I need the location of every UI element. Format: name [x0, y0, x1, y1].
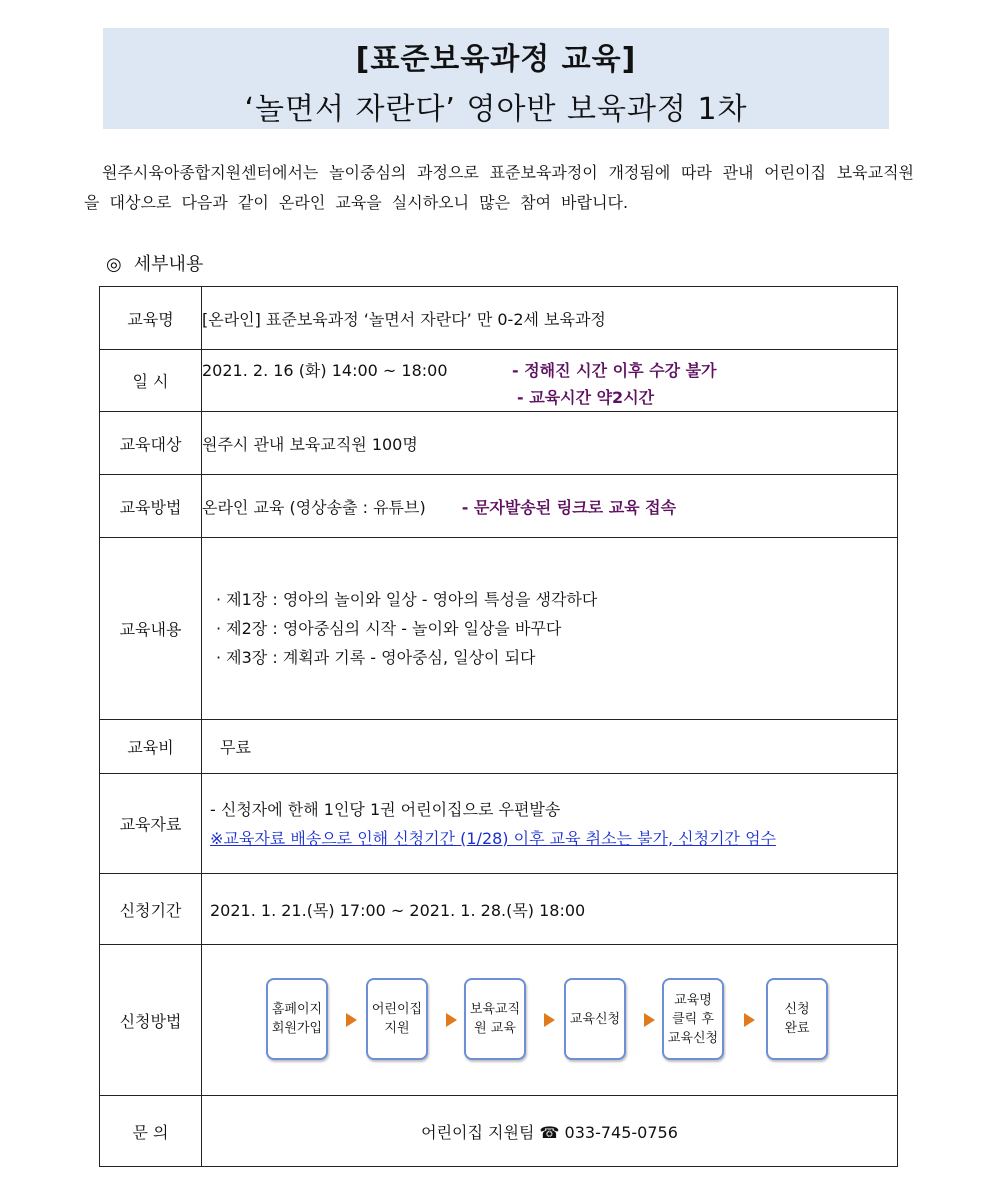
note-time-limit: - 정해진 시간 이후 수강 불가 — [512, 360, 717, 380]
value-period: 2021. 1. 21.(목) 17:00 ~ 2021. 1. 28.(목) 18:00 — [202, 874, 898, 945]
label-content: 교육내용 — [100, 538, 202, 720]
row-period — [100, 874, 898, 945]
label-target: 교육대상 — [100, 412, 202, 475]
arrow-right-icon — [346, 1013, 357, 1027]
value-method-cell — [202, 475, 898, 538]
materials-line: - 신청자에 한해 1인당 1권 어린이집으로 우편발송 — [210, 799, 561, 819]
reference-mark: ※ — [210, 828, 224, 848]
row-datetime — [100, 350, 898, 412]
label-method: 교육방법 — [100, 475, 202, 538]
value-materials-cell — [202, 774, 898, 874]
details-table — [99, 286, 898, 1167]
section-heading — [106, 250, 203, 276]
value-datetime: 2021. 2. 16 (화) 14:00 ~ 18:00 — [202, 360, 448, 380]
value-name: [온라인] 표준보육과정 ‘놀면서 자란다’ 만 0-2세 보육과정 — [202, 287, 898, 350]
apply-steps-cell — [202, 945, 898, 1096]
title-banner — [103, 28, 889, 129]
content-item: · 제1장 : 영아의 놀이와 일상 - 영아의 특성을 생각하다 — [216, 590, 598, 609]
label-apply: 신청방법 — [100, 945, 202, 1096]
step-daycare-support: 어린이집 지원 — [366, 978, 428, 1060]
arrow-right-icon — [644, 1013, 655, 1027]
label-contact: 문 의 — [100, 1096, 202, 1167]
value-method: 온라인 교육 (영상송출 : 유튜브) — [202, 497, 426, 517]
row-target — [100, 412, 898, 475]
value-target: 원주시 관내 보육교직원 100명 — [202, 412, 898, 475]
row-apply — [100, 945, 898, 1096]
note-method-link: - 문자발송된 링크로 교육 접속 — [461, 497, 677, 517]
row-method — [100, 475, 898, 538]
double-circle-icon: ◎ — [106, 254, 122, 275]
label-materials: 교육자료 — [100, 774, 202, 874]
section-title: 세부내용 — [133, 254, 204, 275]
value-contact-cell — [202, 1096, 898, 1167]
row-contact — [100, 1096, 898, 1167]
label-datetime: 일 시 — [100, 350, 202, 412]
content-item: · 제3장 : 계획과 기록 - 영아중심, 일상이 되다 — [216, 648, 536, 667]
arrow-right-icon — [744, 1013, 755, 1027]
label-period: 신청기간 — [100, 874, 202, 945]
step-signup: 홈페이지 회원가입 — [266, 978, 328, 1060]
row-materials — [100, 774, 898, 874]
materials-notice-link[interactable]: 교육자료 배송으로 인해 신청기간 (1/28) 이후 교육 취소는 불가, 신청기간 엄수 — [223, 828, 776, 848]
contact-phone: 033-745-0756 — [564, 1122, 678, 1142]
label-name: 교육명 — [100, 287, 202, 350]
label-fee: 교육비 — [100, 720, 202, 774]
phone-icon: ☎ — [539, 1122, 560, 1142]
arrow-right-icon — [544, 1013, 555, 1027]
title-sub: ‘놀면서 자란다’ 영아반 보육과정 1차 — [244, 92, 748, 127]
arrow-right-icon — [446, 1013, 457, 1027]
value-datetime-cell — [202, 350, 898, 412]
content-item: · 제2장 : 영아중심의 시작 - 놀이와 일상을 바꾸다 — [216, 619, 562, 638]
value-fee: 무료 — [202, 720, 898, 774]
contact-team: 어린이집 지원팀 — [421, 1122, 535, 1142]
step-complete: 신청 완료 — [766, 978, 828, 1060]
row-fee — [100, 720, 898, 774]
step-apply-education: 교육신청 — [564, 978, 626, 1060]
title-main: [표준보육과정 교육] — [355, 42, 637, 77]
intro-paragraph: 원주시육아종합지원센터에서는 놀이중심의 과정으로 표준보육과정이 개정됨에 따라 관내 어린이집 보육교직원을 대상으로 다음과 같이 온라인 교육을 실시하오니 많은 참여 바랍니다. — [84, 163, 914, 212]
row-name — [100, 287, 898, 350]
step-click-course: 교육명 클릭 후 교육신청 — [662, 978, 724, 1060]
value-content-list — [202, 538, 898, 720]
step-staff-education: 보육교직 원 교육 — [464, 978, 526, 1060]
note-duration: - 교육시간 약2시간 — [517, 387, 655, 407]
row-content — [100, 538, 898, 720]
